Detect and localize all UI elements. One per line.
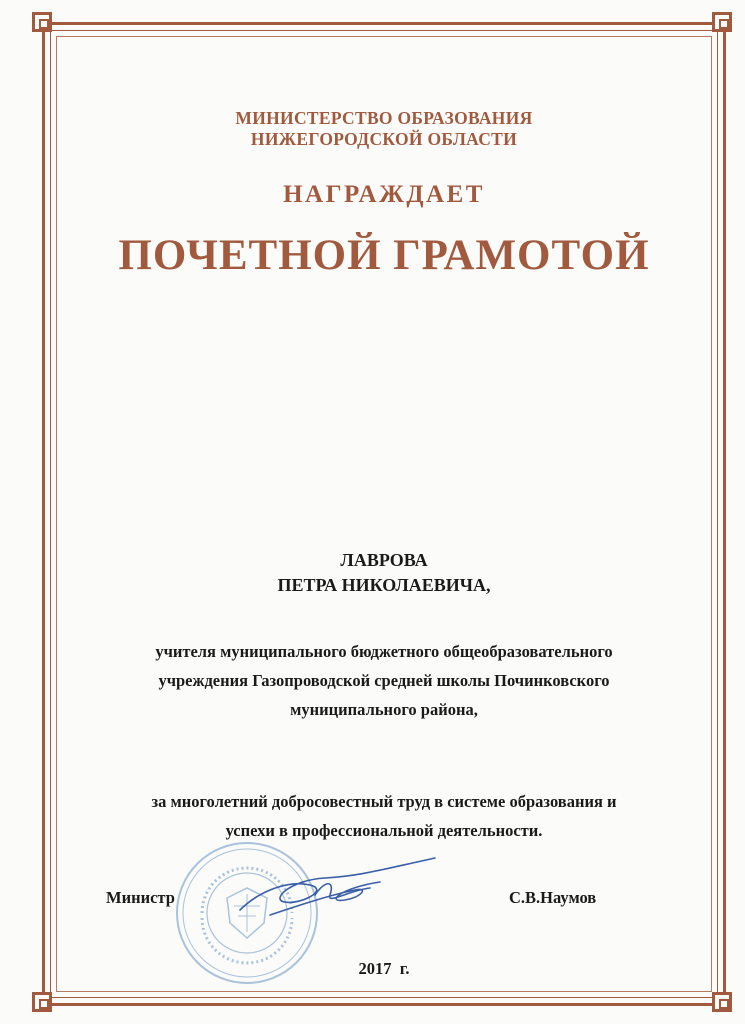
frame-corner-ornament xyxy=(712,12,732,32)
recipient-name xyxy=(60,548,708,598)
reason-line-2: успехи в профессиональной деятельности. xyxy=(225,821,543,840)
position-line-3: муниципального района, xyxy=(290,700,478,719)
issuer-heading xyxy=(60,108,708,150)
recipient-given-names: ПЕТРА НИКОЛАЕВИЧА, xyxy=(277,575,491,595)
issuer-line-1: МИНИСТЕРСТВО ОБРАЗОВАНИЯ xyxy=(235,108,533,128)
frame-corner-ornament xyxy=(32,12,52,32)
issuer-line-2: НИЖЕГОРОДСКОЙ ОБЛАСТИ xyxy=(250,129,518,149)
recipient-surname: ЛАВРОВА xyxy=(340,550,428,570)
frame-corner-ornament xyxy=(712,992,732,1012)
award-title: ПОЧЕТНОЙ ГРАМОТОЙ xyxy=(118,232,650,279)
reason-line-1: за многолетний добросовестный труд в системе образования и xyxy=(151,792,617,811)
frame-corner-ornament xyxy=(32,992,52,1012)
position-line-2: учреждения Газопроводской средней школы Починковского xyxy=(158,671,610,690)
position-line-1: учителя муниципального бюджетного общеобразовательного xyxy=(155,642,613,661)
frame-inner-border xyxy=(56,36,712,992)
signatory-title: Министр xyxy=(106,888,175,907)
recipient-position xyxy=(60,637,708,724)
award-verb: НАГРАЖДАЕТ xyxy=(283,181,485,208)
award-reason xyxy=(60,787,708,845)
signatory-name: С.В.Наумов xyxy=(509,888,597,907)
signature-mark xyxy=(230,850,440,930)
issue-year: 2017 г. xyxy=(358,959,410,978)
